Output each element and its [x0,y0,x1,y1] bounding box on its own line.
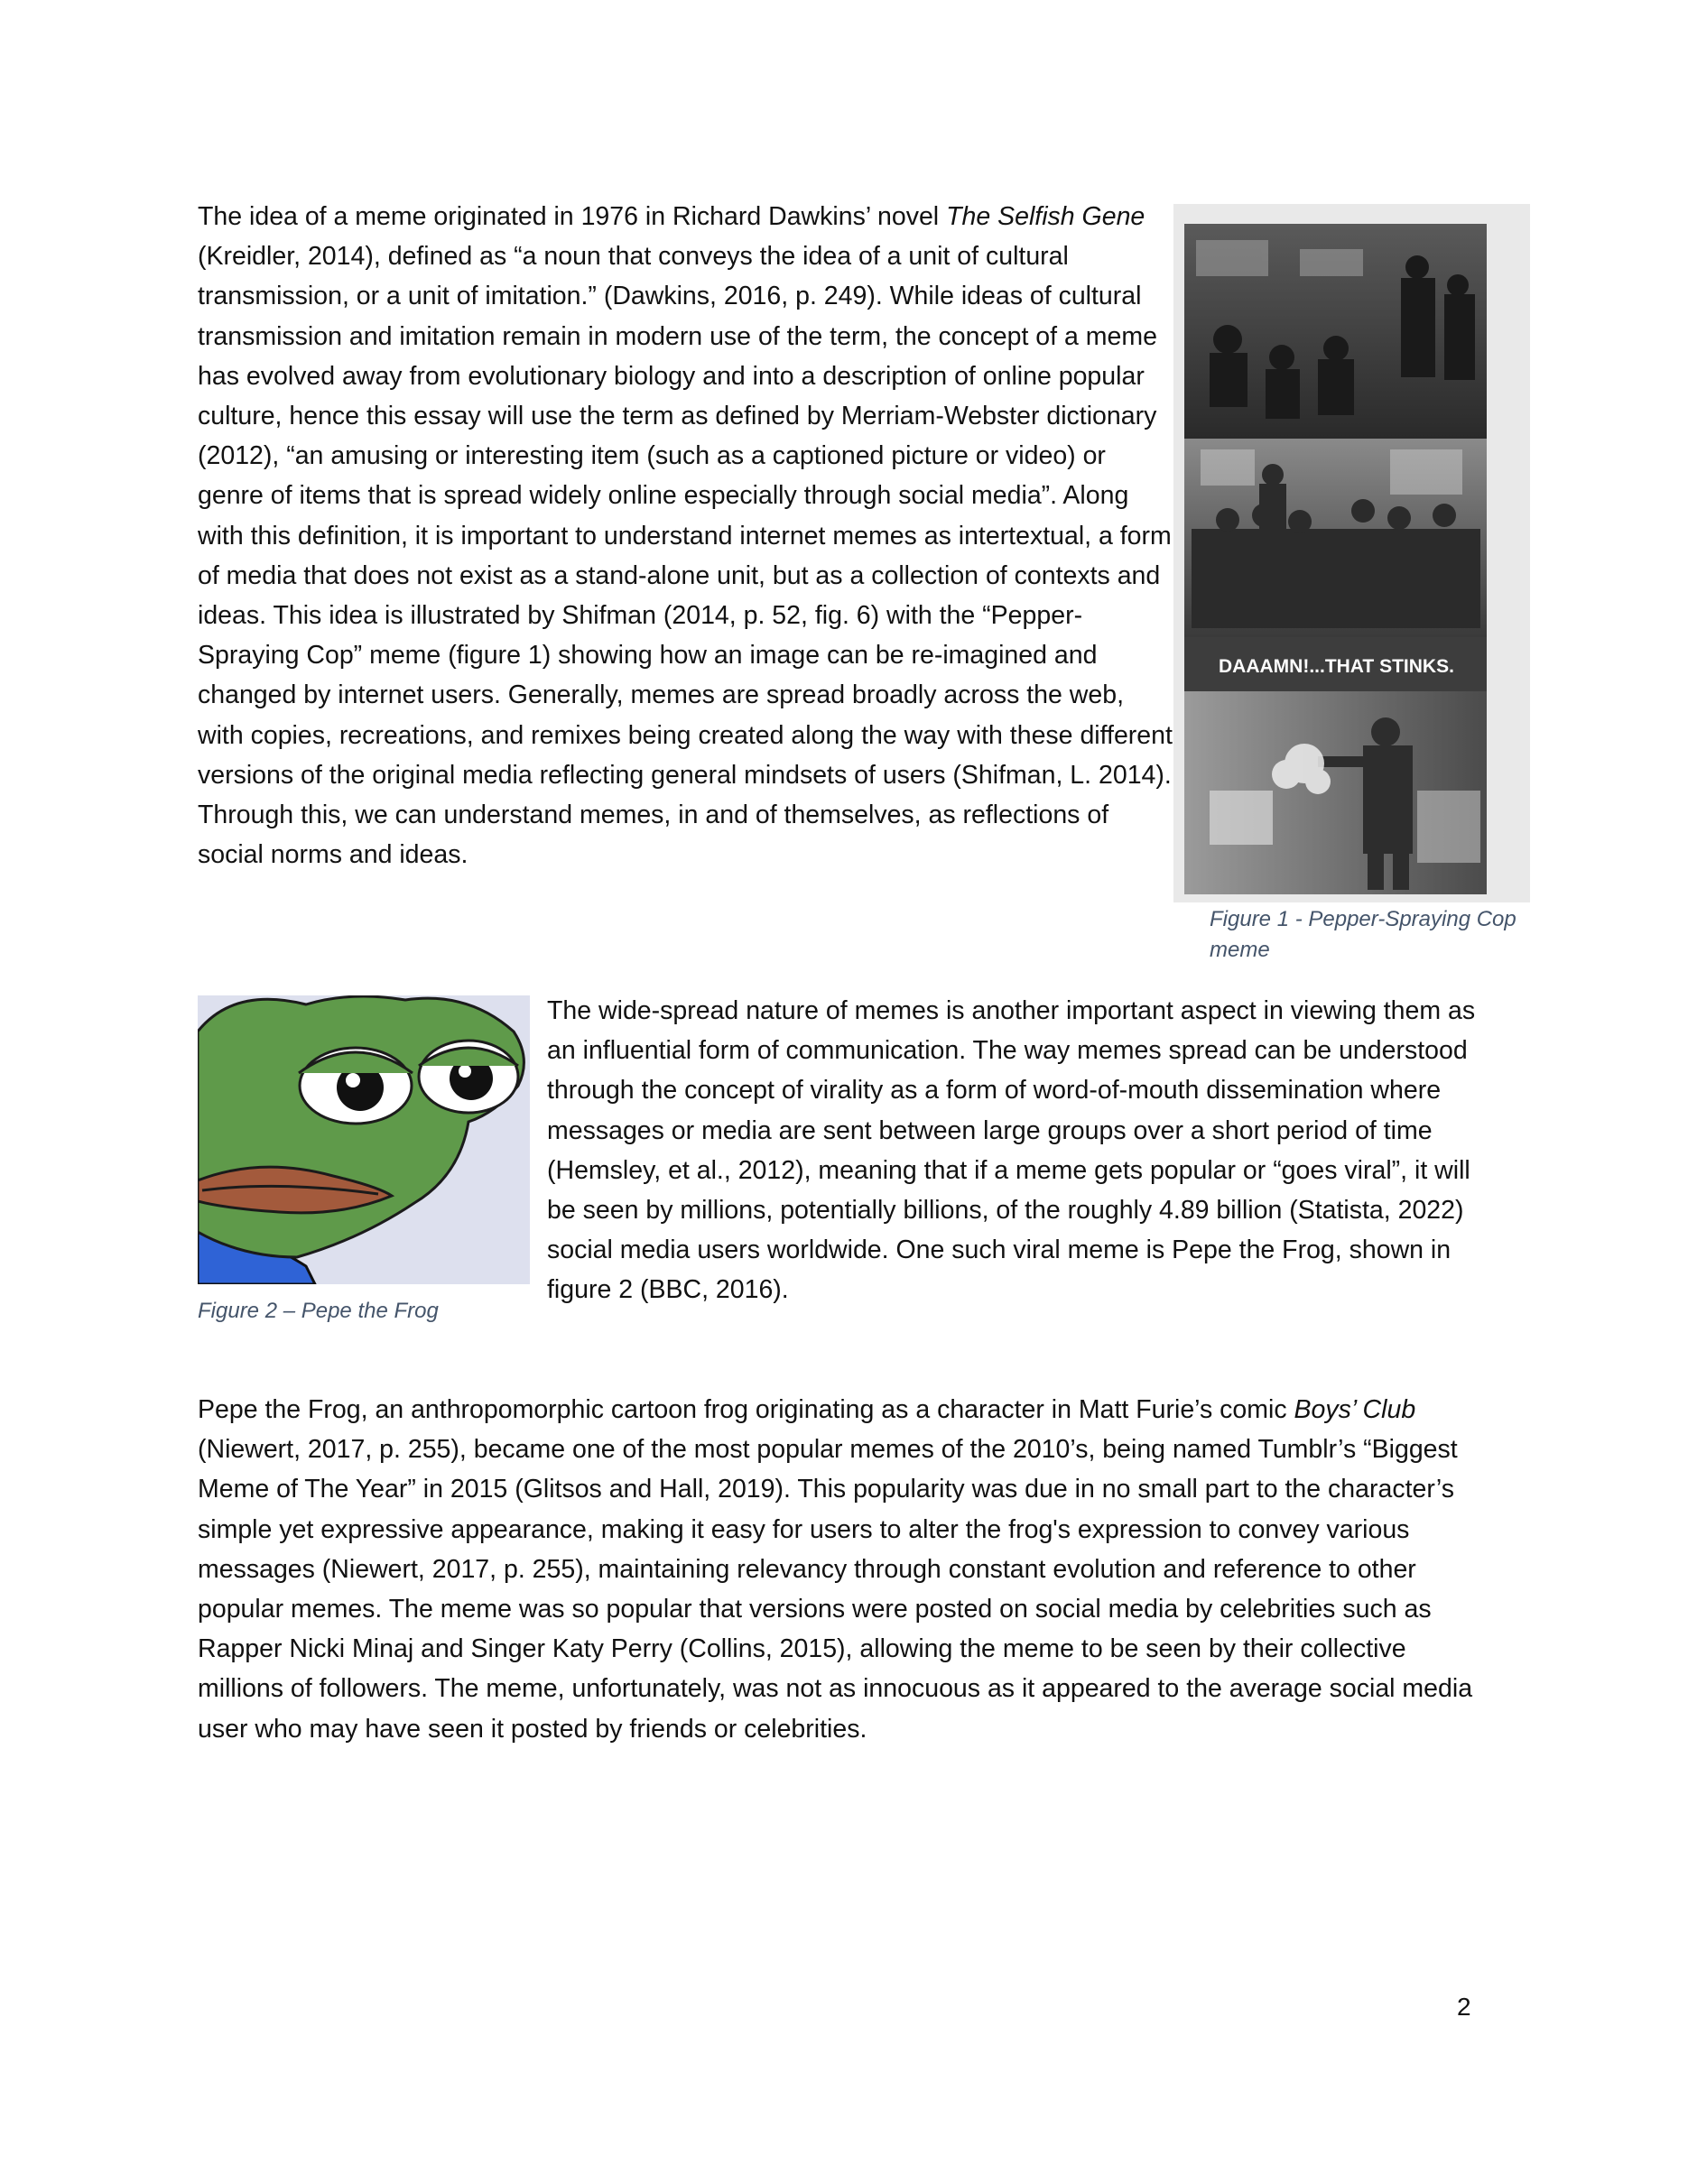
figure-pepe-the-frog-image [198,995,530,1284]
pepe-frog-illustration [198,995,530,1284]
paragraph-virality: The wide-spread nature of memes is another important aspect in viewing them as an influential form of communication. The way memes spread can be understood through the concept of virality as a form of word-of-mouth dissemination where messages or media are sent between large groups over a short period of time (Hemsley, et al., 2012), meaning that if a meme gets popular or “goes viral”, it will be seen by millions, potentially billions, of the roughly 4.89 billion (Statista, 2022) social media users worldwide. One such viral meme is Pepe the Frog, shown in figure 2 (BBC, 2016). [547,996,1476,1305]
text-span: (Kreidler, 2014), defined as “a noun that conveys the idea of a unit of cultural transmission, or a unit of imitation.” (Dawkins, 2016, p. 249). While ideas of cultural transmission and imitation remain in modern use of the term, the concept of a meme has evolved away from evolutionary biology and into a description of online popular culture, hence this essay will use the term as defined by Merriam-Webster dictionary (2012), “an amusing or interesting item (such as a captioned picture or video) or genre of items that is spread widely online especially through social media”. Along with this definition, it is important to understand internet memes as intertextual, a form of media that does not exist as a stand-alone unit, but as a collection of contexts and ideas. This idea is illustrated by Shifman (2014, p. 52, fig. 6) with the “Pepper-Spraying Cop” meme (figure 1) showing how an image can be re-imagined and changed by internet users. Generally, memes are spread broadly across the web, with copies, recreations, and remixes being created along the way with these different versions of the original media reflecting general mindsets of users (Shifman, L. 2014). Through this, we can understand memes, in and of themselves, as reflections of social norms and ideas. [198,242,1173,870]
pepper-spray-meme-collage [1173,204,1530,902]
text-span: Pepe the Frog, an anthropomorphic cartoon frog originating as a character in Matt Furie’s comic [198,1395,1294,1424]
meme-caption-overlay: DAAAMN!...THAT STINKS. [1219,656,1454,677]
paragraph-pepe-the-frog [198,1390,1489,1749]
paragraph-meme-definition [198,197,1173,875]
book-title: The Selfish Gene [946,202,1145,231]
figure-pepper-spraying-cop-image [1173,204,1530,902]
text-span: The idea of a meme originated in 1976 in Richard Dawkins’ novel [198,202,947,231]
page-number: 2 [1457,1993,1471,2021]
figure-2-caption: Figure 2 – Pepe the Frog [198,1299,439,1323]
comic-title: Boys’ Club [1294,1395,1416,1424]
figure-1-caption: Figure 1 - Pepper-Spraying Cop meme [1210,907,1516,962]
text-span: (Niewert, 2017, p. 255), became one of the most popular memes of the 2010’s, being named Tumblr’s “Biggest Meme of The Year” in 2015 (Glitsos and Hall, 2019). This popularity was due in no small part to the character’s simple yet expressive appearance, making it easy for users to alter the frog's expression to convey various messages (Niewert, 2017, p. 255), maintaining relevancy through constant evolution and reference to other popular memes. The meme was so popular that versions were posted on social media by celebrities such as Rapper Nicki Minaj and Singer Katy Perry (Collins, 2015), allowing the meme to be seen by their collective millions of followers. The meme, unfortunately, was not as innocuous as it appeared to the average social media user who may have seen it posted by friends or celebrities. [198,1435,1473,1744]
